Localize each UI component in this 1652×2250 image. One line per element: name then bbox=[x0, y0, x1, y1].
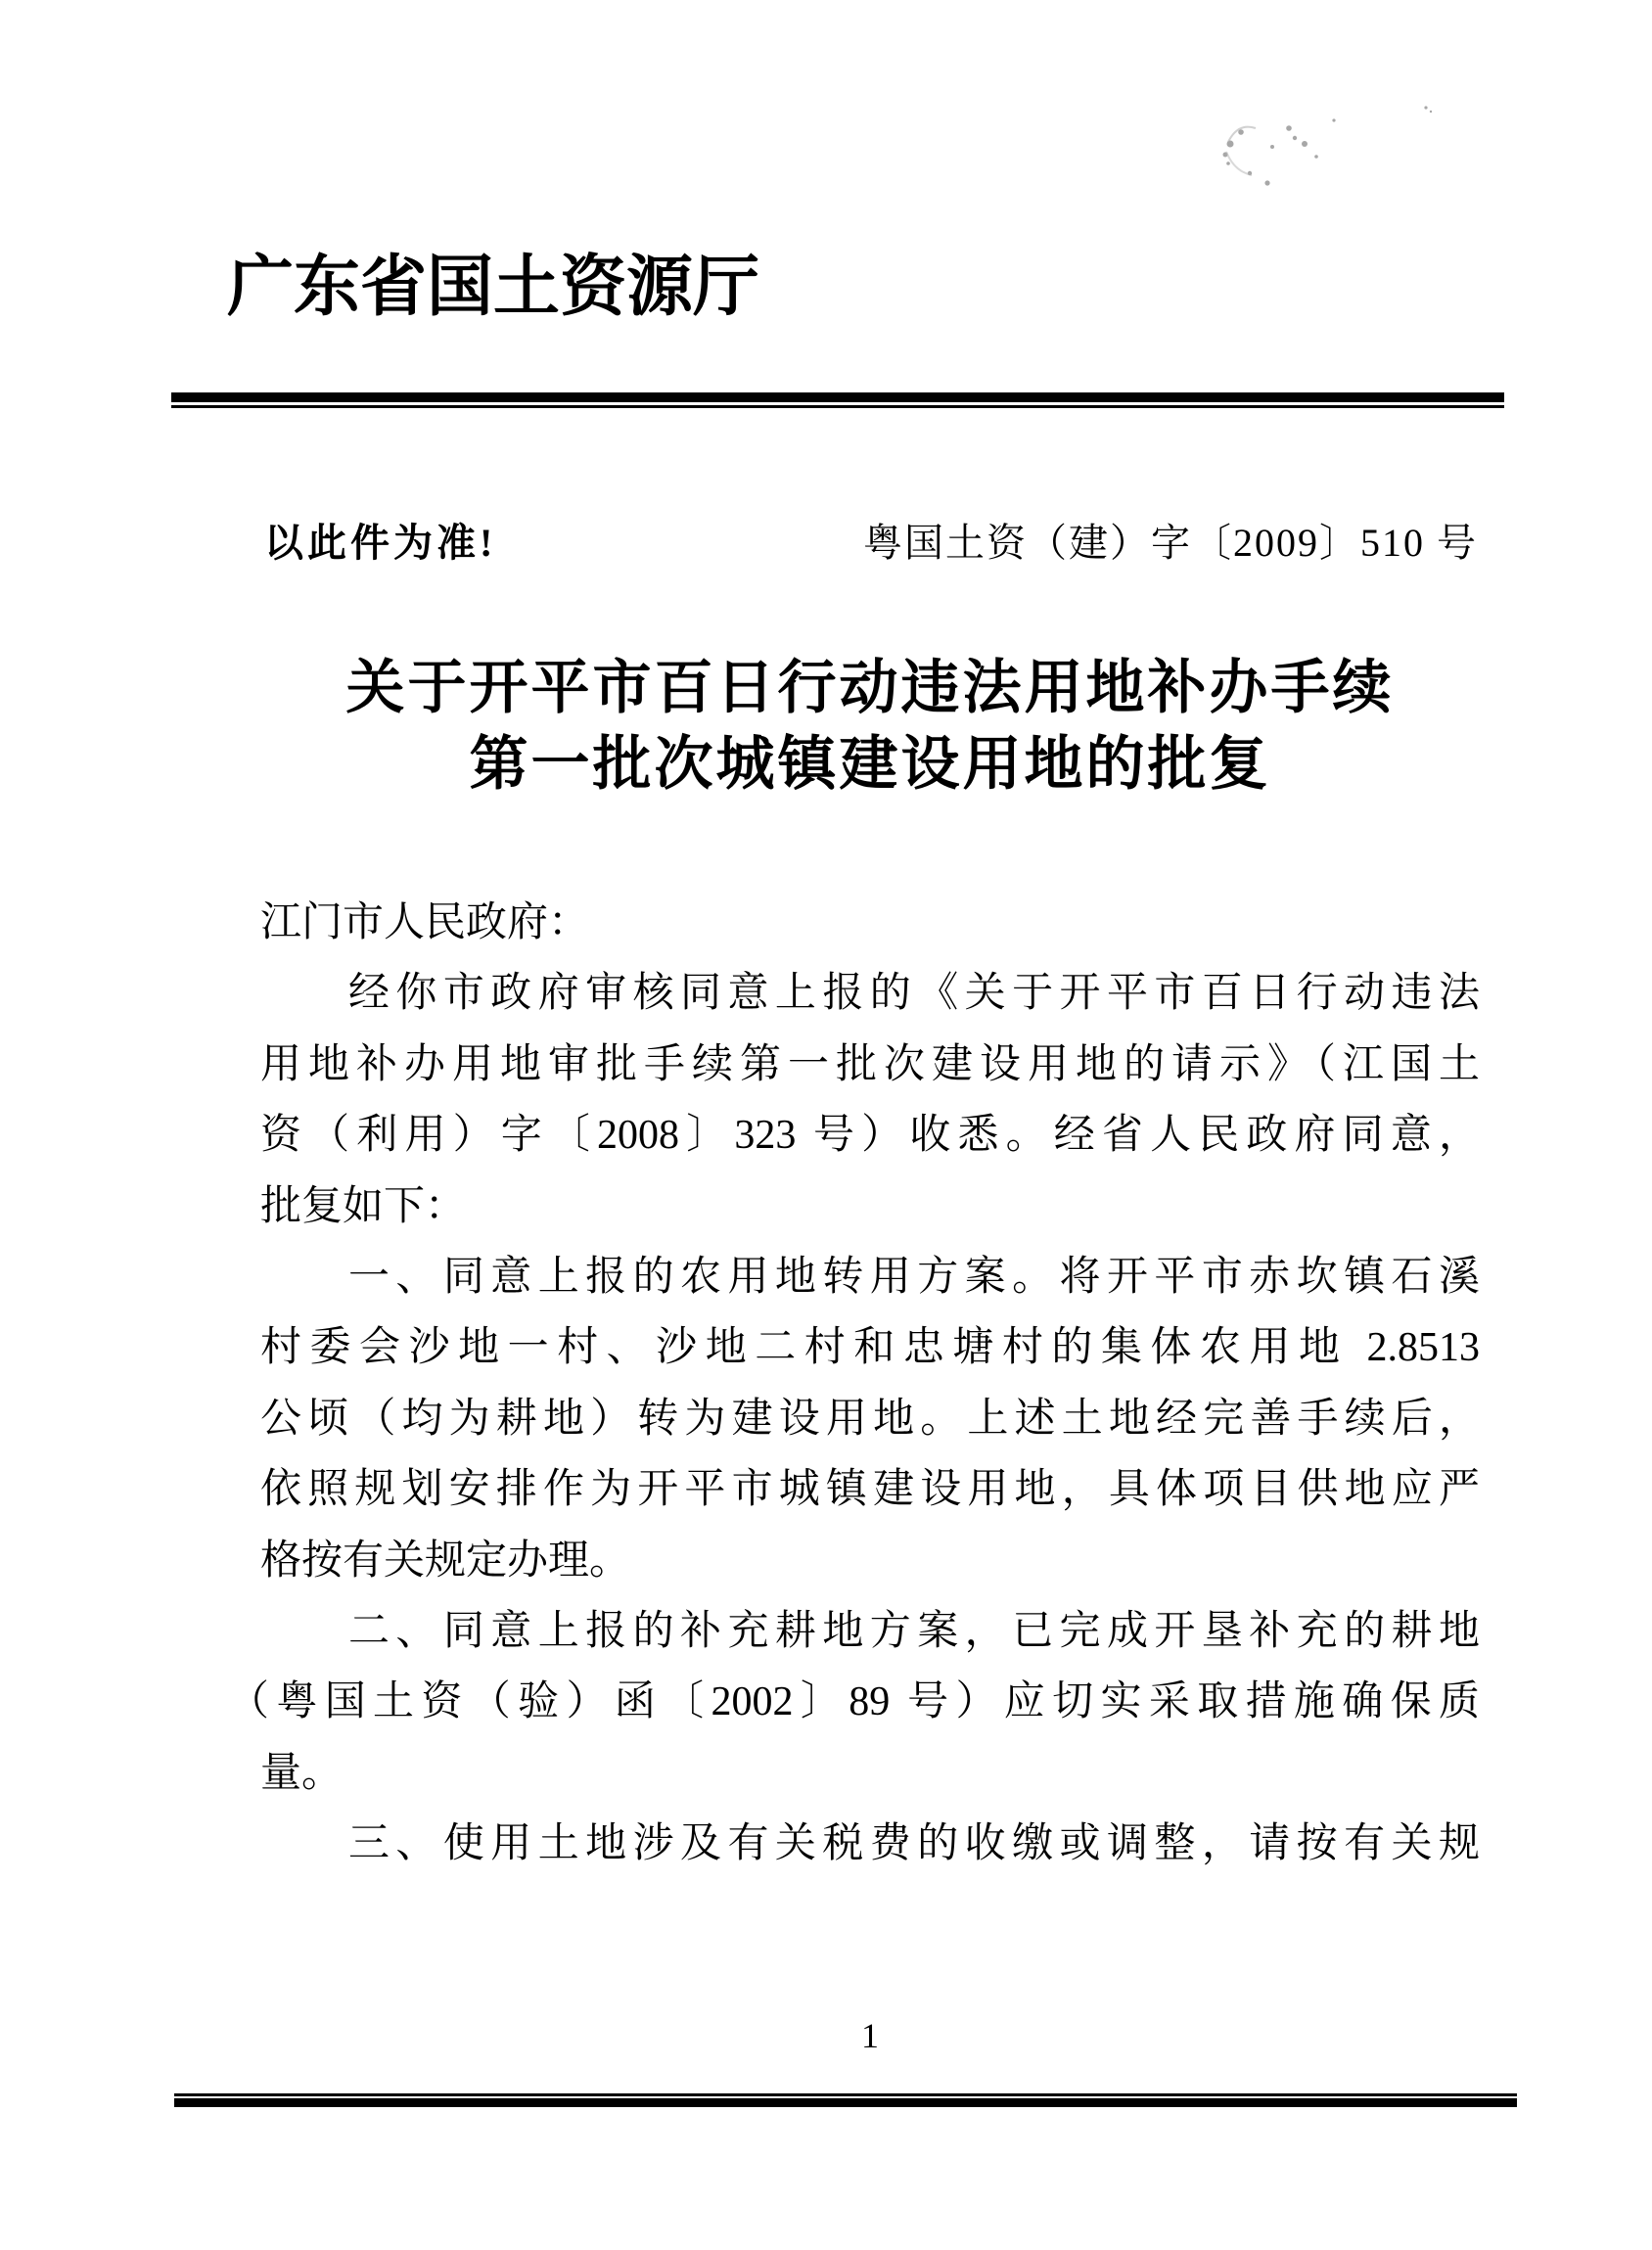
body-line: 量。 bbox=[260, 1750, 344, 1796]
header-divider-rule bbox=[171, 392, 1504, 408]
body-line: 依照规划安排作为开平市城镇建设用地，具体项目供地应严 bbox=[260, 1467, 1480, 1513]
body-line: 格按有关规定办理。 bbox=[260, 1538, 631, 1584]
document-title bbox=[260, 650, 1480, 803]
body-line: （粤国土资（验）函〔2002〕89 号）应切实采取措施确保质 bbox=[228, 1679, 1480, 1725]
body-line: 经你市政府审核同意上报的《关于开平市百日行动违法 bbox=[348, 971, 1480, 1017]
document-body bbox=[228, 888, 1480, 1879]
reference-row bbox=[264, 520, 1478, 567]
footer-divider-rule bbox=[174, 2093, 1517, 2107]
pencil-scan-mark bbox=[1179, 93, 1473, 201]
body-line: 用地补办用地审批手续第一批次建设用地的请示》（江国土 bbox=[260, 1041, 1480, 1087]
agency-name-text: 广东省国土资源厅 bbox=[227, 250, 760, 324]
body-line: 资（利用）字〔2008〕323 号）收悉。经省人民政府同意， bbox=[260, 1113, 1480, 1159]
document-reference-number: 粤国土资（建）字〔2009〕510 号 bbox=[863, 521, 1478, 565]
body-line: 三、使用土地涉及有关税费的收缴或调整，请按有关规 bbox=[348, 1821, 1480, 1867]
body-line: 二、同意上报的补充耕地方案，已完成开垦补充的耕地 bbox=[348, 1608, 1480, 1654]
agency-name-header bbox=[227, 249, 1406, 325]
body-line: 村委会沙地一村、沙地二村和忠塘村的集体农用地 2.8513 bbox=[260, 1325, 1480, 1371]
body-line: 公顷（均为耕地）转为建设用地。上述土地经完善手续后， bbox=[260, 1396, 1480, 1442]
body-line: 批复如下： bbox=[260, 1183, 467, 1229]
body-line-salutation: 江门市人民政府： bbox=[260, 900, 590, 945]
validity-note: 以此件为准! bbox=[264, 521, 497, 565]
page-number: 1 bbox=[861, 2016, 879, 2055]
document-title-line1: 关于开平市百日行动违法用地补办手续 bbox=[345, 656, 1395, 720]
body-line: 一、同意上报的农用地转用方案。将开平市赤坎镇石溪 bbox=[348, 1254, 1480, 1300]
document-title-line2: 第一批次城镇建设用地的批复 bbox=[469, 732, 1271, 797]
